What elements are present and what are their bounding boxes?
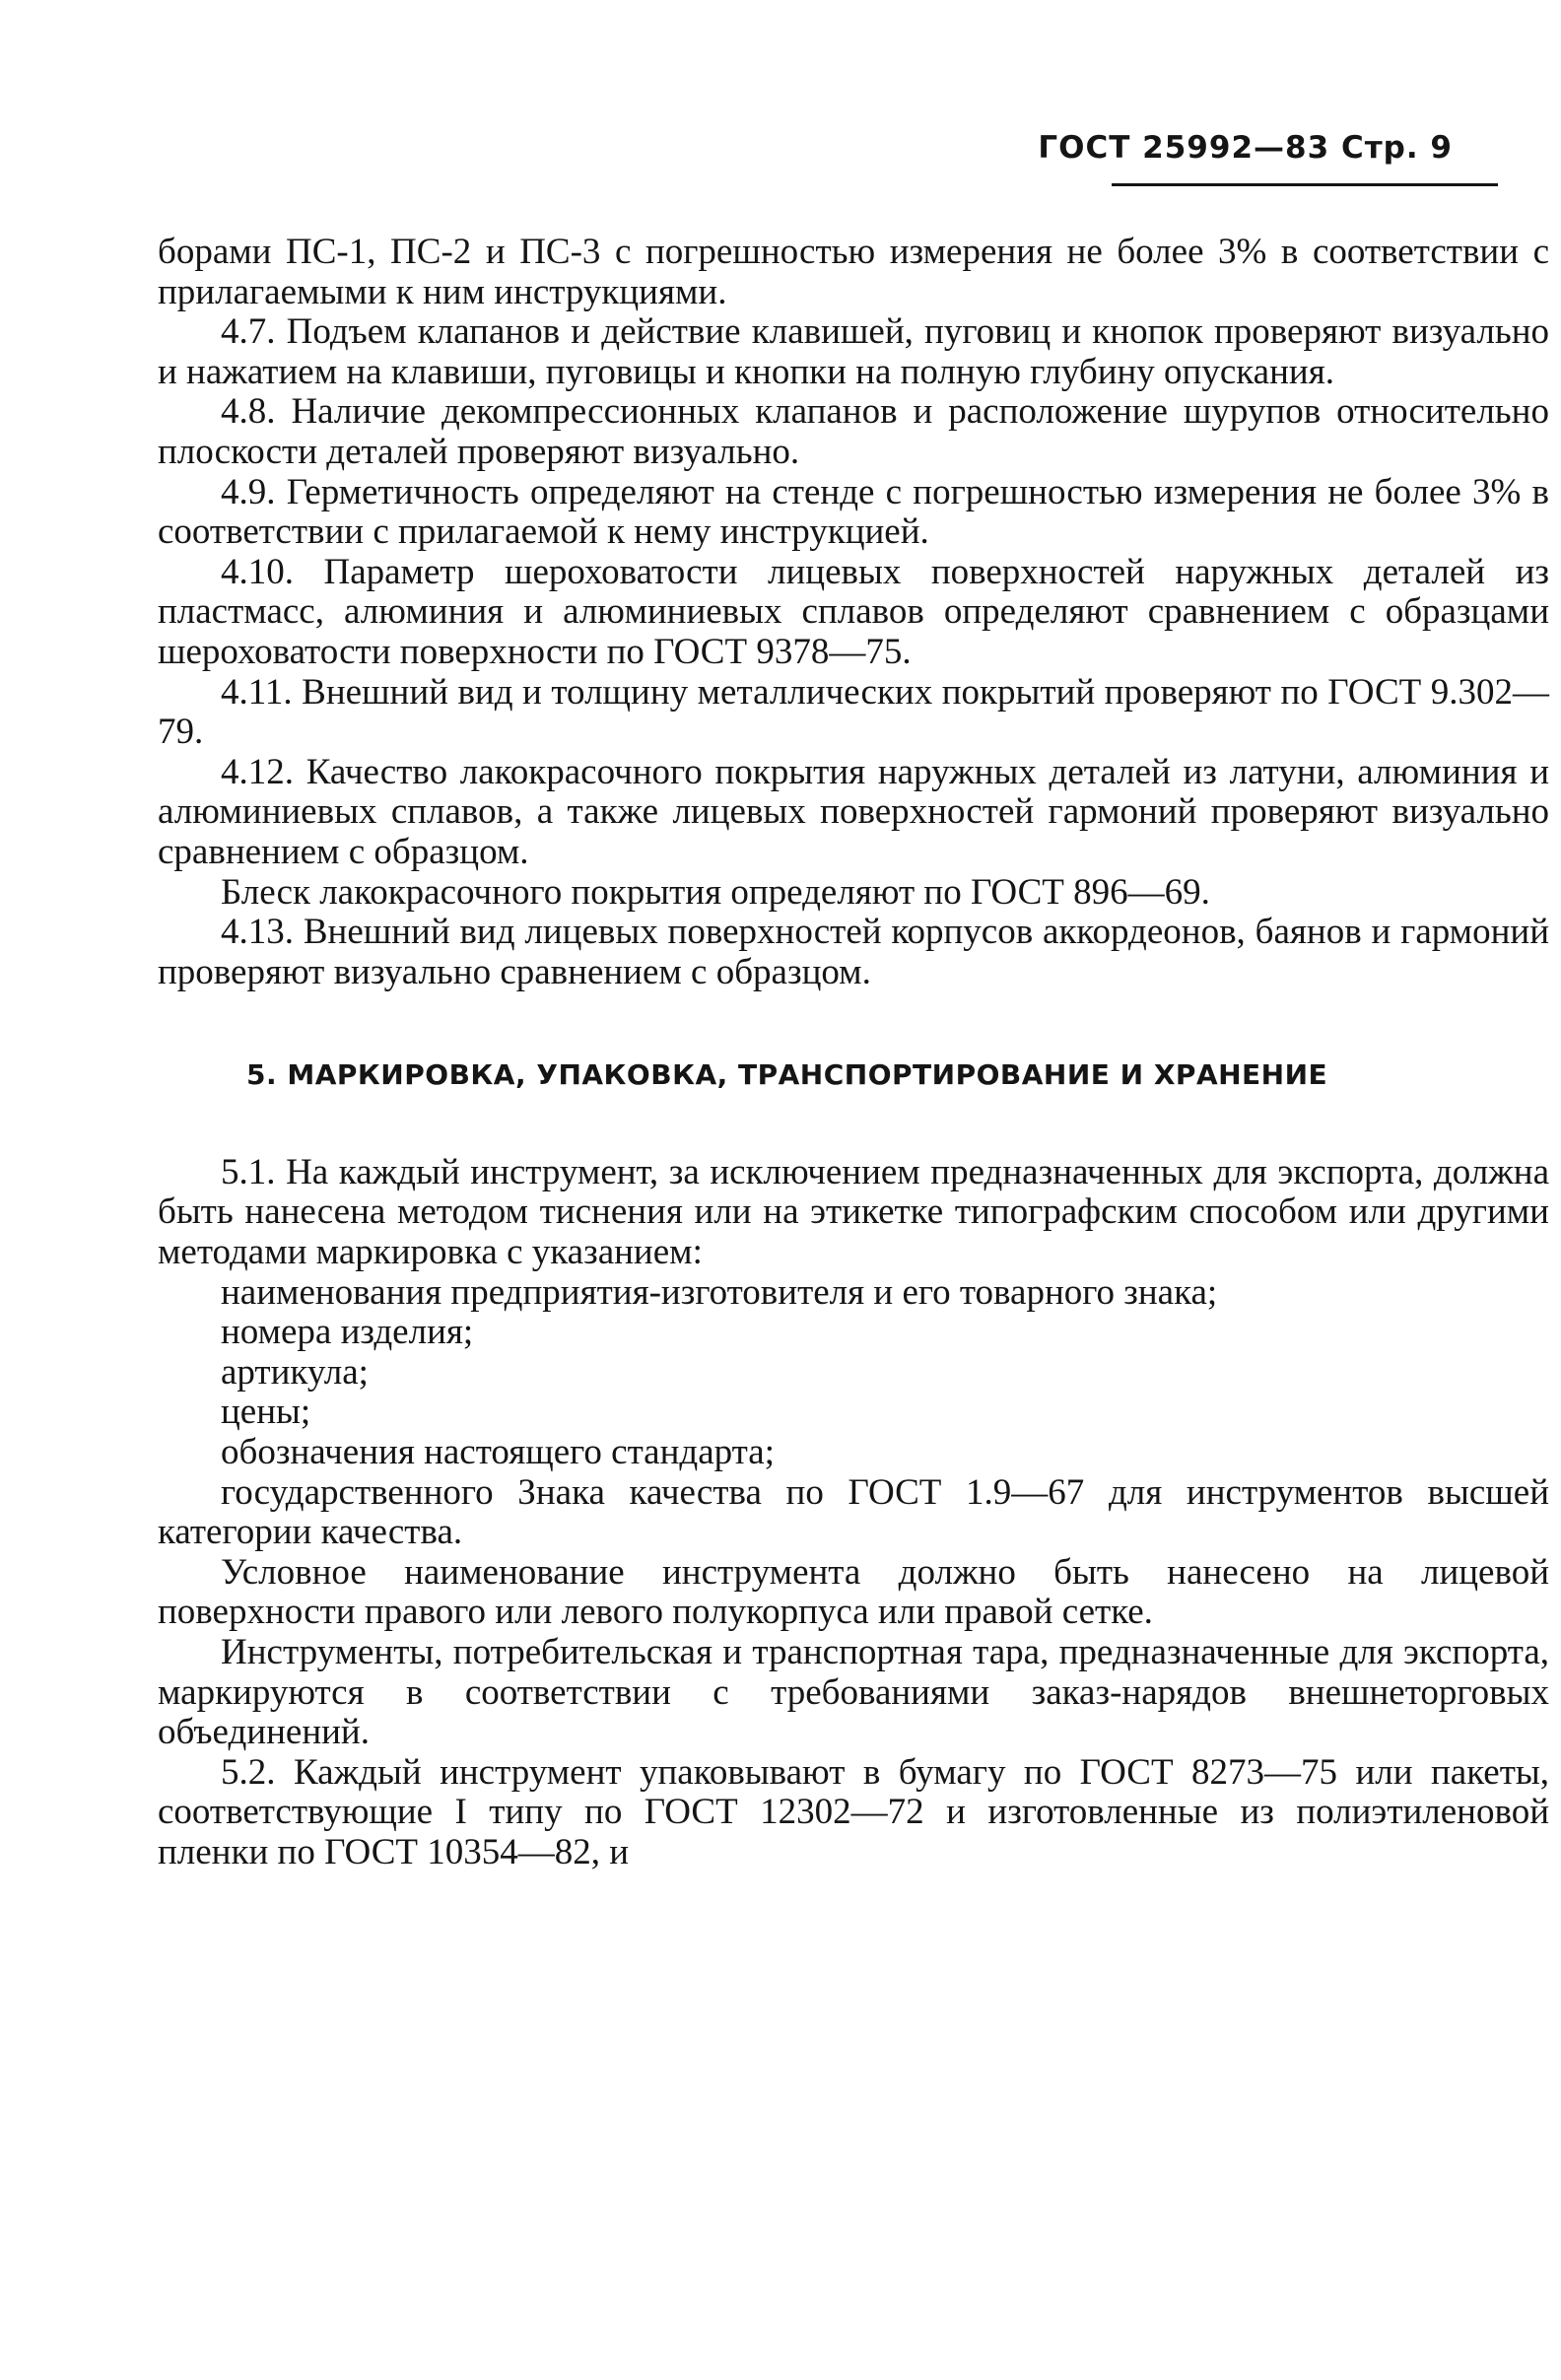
paragraph-gloss: Блеск лакокрасочного покрытия определяют по ГОСТ 896—69. [221, 871, 1210, 913]
page-header: ГОСТ 25992—83 Стр. 9 [1038, 130, 1453, 166]
paragraph: борами ПС-1, ПС-2 и ПС-3 с погрешностью измерения не более 3% в соответствии с прилагаемыми к ним инструкциями. [158, 232, 1549, 312]
paragraph-4-13: 4.13. Внешний вид лицевых поверхностей корпусов аккордеонов, баянов и гармоний проверяют визуально сравнением с образцом. [158, 912, 1549, 992]
paragraph-4-8: 4.8. Наличие декомпрессионных клапанов и расположение шурупов относительно плоскости деталей проверяют визуально. [158, 391, 1549, 472]
list-item: номера изделия; [221, 1312, 474, 1353]
section-title: 5. МАРКИРОВКА, УПАКОВКА, ТРАНСПОРТИРОВАНИЕ И ХРАНЕНИЕ [246, 1058, 1328, 1092]
paragraph-4-9: 4.9. Герметичность определяют на стенде с погрешностью измерения не более 3% в соответствии с прилагаемой к нему инструкцией. [158, 471, 1549, 553]
paragraph-4-7: 4.7. Подъем клапанов и действие клавишей, пуговиц и кнопок проверяют визуально и нажатием на клавиши, пуговицы и кнопки на полную глубину опускания. [158, 311, 1549, 392]
paragraph-4-12: 4.12. Качество лакокрасочного покрытия наружных деталей из латуни, алюминия и алюминиевых сплавов, а также лицевых поверхностей гармоний проверяют визуально сравнением с образцом. [158, 751, 1549, 872]
header-rule [1112, 183, 1498, 186]
paragraph-label: Условное наименование инструмента должно быть нанесено на лицевой поверхности правого или левого полукорпуса или правой сетке. [158, 1551, 1549, 1633]
paragraph-4-11: 4.11. Внешний вид и толщину металлических покрытий проверяют по ГОСТ 9.302—79. [158, 671, 1549, 753]
paragraph-4-10: 4.10. Параметр шероховатости лицевых поверхностей наружных деталей из пластмасс, алюминия и алюминиевых сплавов определяют сравнением с образцами шероховатости поверхности по ГОСТ 9378—75. [158, 551, 1549, 672]
list-item: наименования предприятия-изготовителя и его товарного знака; [221, 1271, 1218, 1313]
body-text [158, 233, 1549, 1873]
list-item: обозначения настоящего стандарта; [221, 1432, 775, 1473]
list-item: артикула; [221, 1351, 369, 1393]
paragraph-export: Инструменты, потребительская и транспортная тара, предназначенные для экспорта, маркируются в соответствии с требованиями заказ-нарядов внешнеторговых объединений. [158, 1632, 1549, 1753]
list-item: цены; [221, 1392, 311, 1433]
list-item: государственного Знака качества по ГОСТ 1.9—67 для инструментов высшей категории качества. [158, 1471, 1549, 1553]
paragraph-5-1: 5.1. На каждый инструмент, за исключением предназначенных для экспорта, должна быть нанесена методом тиснения или на этикетке типографским способом или другими методами маркировка с указанием: [158, 1151, 1549, 1273]
paragraph-5-2: 5.2. Каждый инструмент упаковывают в бумагу по ГОСТ 8273—75 или пакеты, соответствующие I типу по ГОСТ 12302—72 и изготовленные из полиэтиленовой пленки по ГОСТ 10354—82, и [158, 1751, 1549, 1872]
